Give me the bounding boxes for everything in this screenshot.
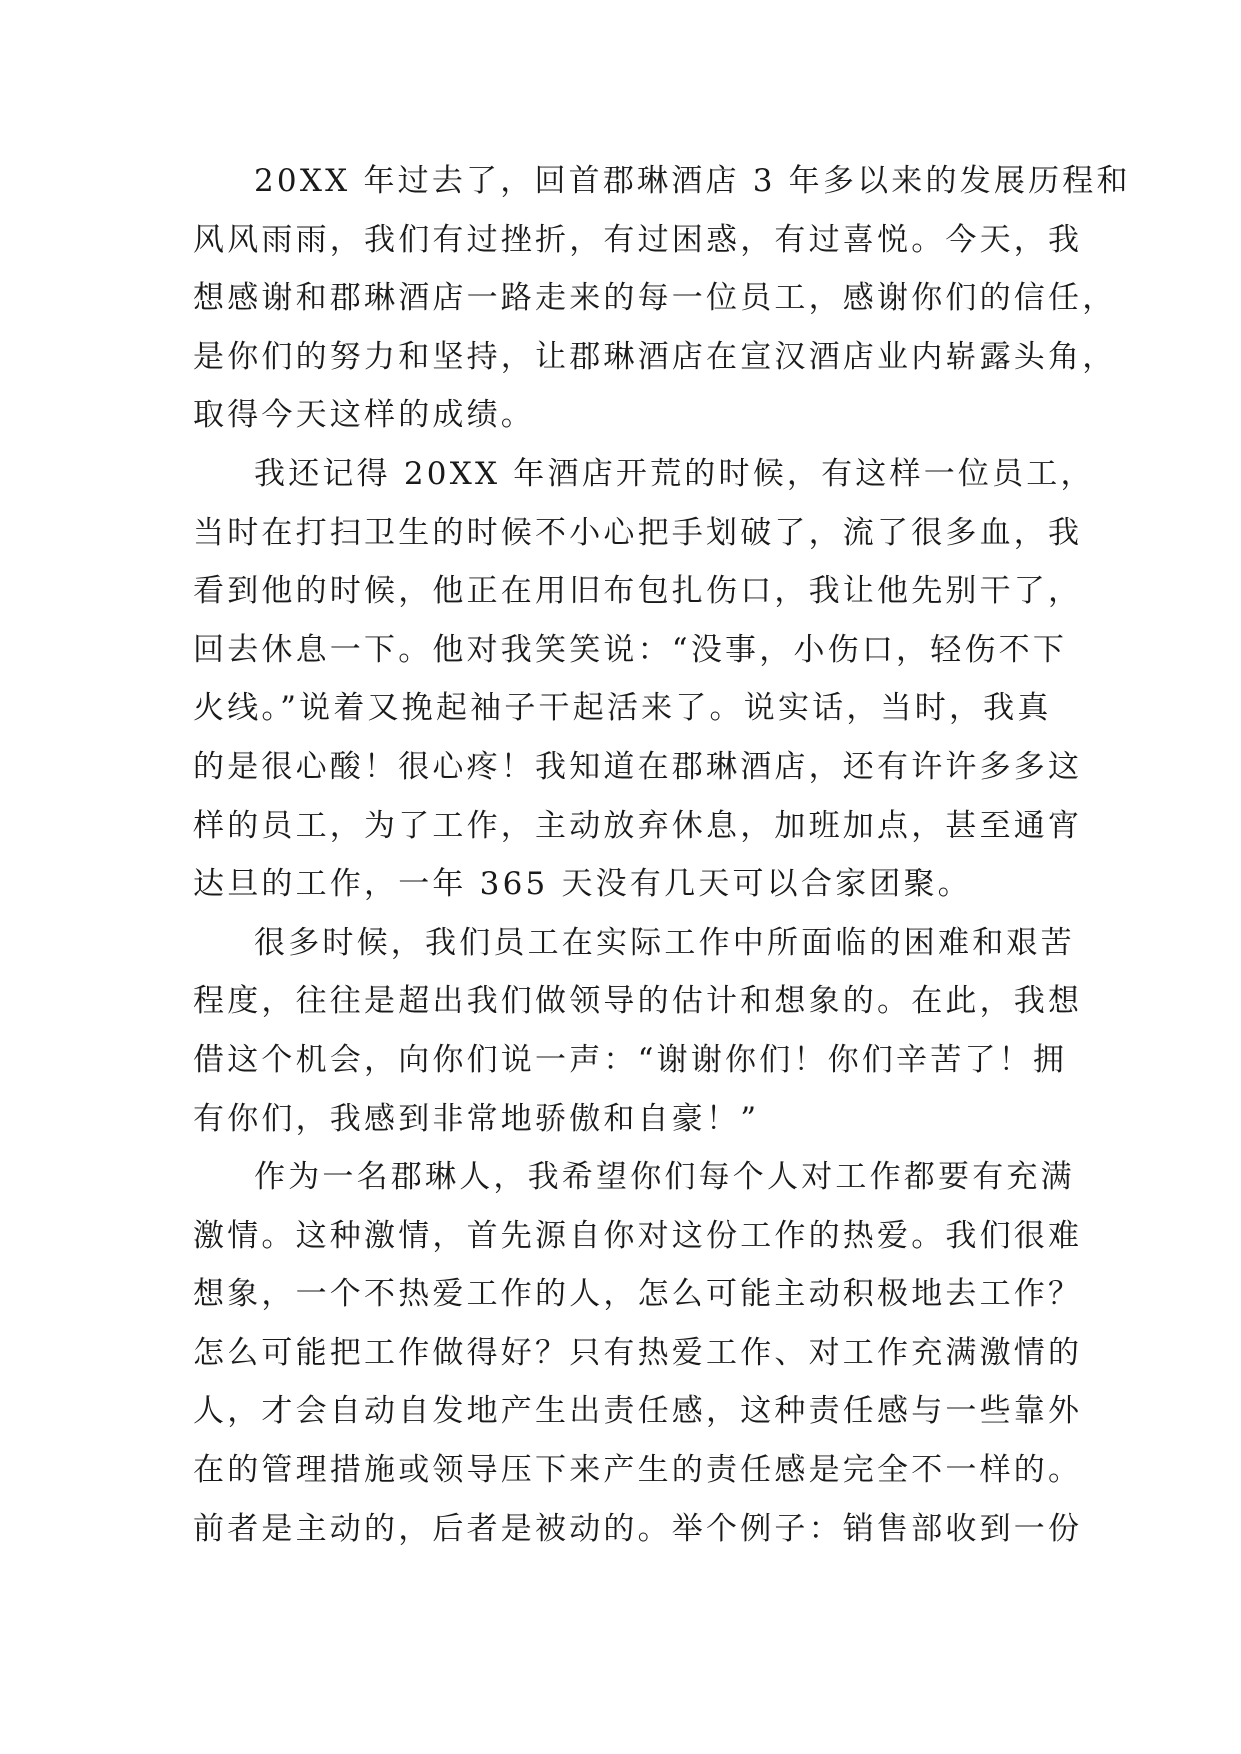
text-line: 样的员工，为了工作，主动放弃休息，加班加点，甚至通宵 bbox=[193, 807, 1083, 844]
text-line: 当时在打扫卫生的时候不小心把手划破了，流了很多血，我 bbox=[193, 514, 1083, 551]
text-line: 借这个机会，向你们说一声：“谢谢你们！你们辛苦了！拥 bbox=[193, 1041, 1068, 1078]
text-line: 想象，一个不热爱工作的人，怎么可能主动积极地去工作？ bbox=[193, 1276, 1083, 1313]
text-line: 作为一名郡琳人，我希望你们每个人对工作都要有充满 bbox=[254, 1159, 1075, 1196]
text-line: 看到他的时候，他正在用旧布包扎伤口，我让他先别干了， bbox=[193, 573, 1083, 610]
text-line: 激情。这种激情，首先源自你对这份工作的热爱。我们很难 bbox=[193, 1217, 1083, 1254]
text-line: 想感谢和郡琳酒店一路走来的每一位员工，感谢你们的信任， bbox=[193, 280, 1117, 317]
text-line: 有你们，我感到非常地骄傲和自豪！” bbox=[193, 1100, 760, 1137]
text-line: 的是很心酸！很心疼！我知道在郡琳酒店，还有许许多多这 bbox=[193, 748, 1083, 785]
text-line: 我还记得 20XX 年酒店开荒的时候，有这样一位员工， bbox=[254, 455, 1095, 492]
text-line: 风风雨雨，我们有过挫折，有过困惑，有过喜悦。今天，我 bbox=[193, 221, 1083, 258]
text-line: 是你们的努力和坚持，让郡琳酒店在宣汉酒店业内崭露头角， bbox=[193, 338, 1117, 375]
document-body bbox=[193, 152, 1131, 1558]
text-line: 20XX 年过去了，回首郡琳酒店 3 年多以来的发展历程和 bbox=[254, 163, 1131, 199]
text-line: 很多时候，我们员工在实际工作中所面临的困难和艰苦 bbox=[254, 924, 1075, 961]
text-line: 程度，往往是超出我们做领导的估计和想象的。在此，我想 bbox=[193, 983, 1083, 1020]
text-line: 火线。”说着又挽起袖子干起活来了。说实话，当时，我真 bbox=[193, 690, 1052, 727]
text-line: 回去休息一下。他对我笑笑说：“没事，小伤口，轻伤不下 bbox=[193, 631, 1068, 668]
text-line: 在的管理措施或领导压下来产生的责任感是完全不一样的。 bbox=[193, 1452, 1083, 1489]
text-line: 达旦的工作，一年 365 天没有几天可以合家团聚。 bbox=[193, 866, 972, 903]
text-line: 人，才会自动自发地产生出责任感，这种责任感与一些靠外 bbox=[193, 1393, 1083, 1430]
text-line: 怎么可能把工作做得好？只有热爱工作、对工作充满激情的 bbox=[193, 1334, 1083, 1371]
text-line: 取得今天这样的成绩。 bbox=[193, 397, 535, 434]
text-line: 前者是主动的，后者是被动的。举个例子：销售部收到一份 bbox=[193, 1510, 1083, 1547]
